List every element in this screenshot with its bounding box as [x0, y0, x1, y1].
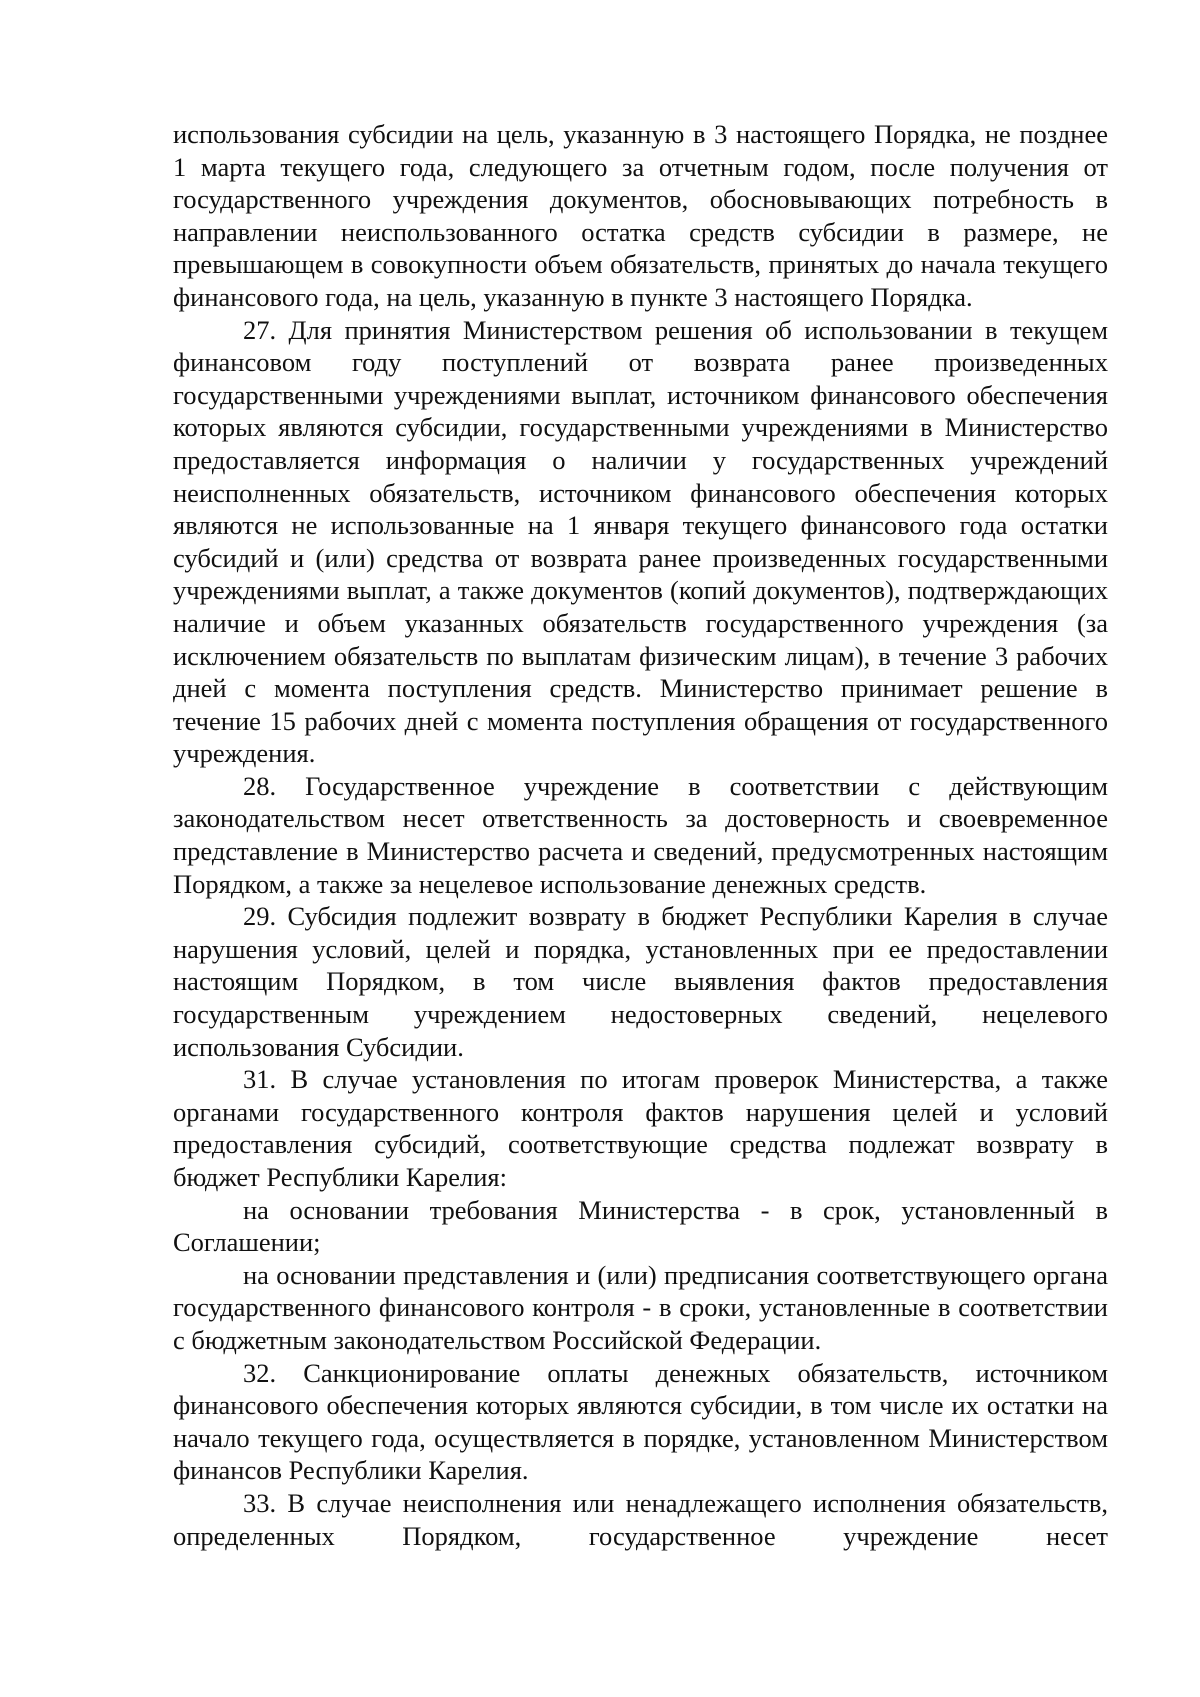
paragraph-31-item-prescription: на основании представления и (или) предписания соответствующего органа государственного финансового контроля - в сроки, установленные в соответствии с бюджетным законодательством Российской Федерации.: [173, 1259, 1108, 1355]
paragraph-31-item-requirement: на основании требования Министерства - в срок, установленный в Соглашении;: [173, 1194, 1108, 1258]
paragraph-27: 27. Для принятия Министерством решения об использовании в текущем финансовом году поступлений от возврата ранее произведенных государственными учреждениями выплат, источником финансового обеспечения которых являются субсидии, государственными учреждениями в Министерство предоставляется информация о наличии у государственных учреждений неисполненных обязательств, источником финансового обеспечения которых являются не использованные на 1 января текущего финансового года остатки субсидий и (или) средства от возврата ранее произведенных государственными учреждениями выплат, а также документов (копий документов), подтверждающих наличие и объем указанных обязательств государственного учреждения (за исключением обязательств по выплатам физическим лицам), в течение 3 рабочих дней с момента поступления средств. Министерство принимает решение в течение 15 рабочих дней с момента поступления обращения от государственного учреждения.: [173, 314, 1108, 769]
paragraph-29: 29. Субсидия подлежит возврату в бюджет Республики Карелия в случае нарушения условий, целей и порядка, установленных при ее предоставлении настоящим Порядком, в том числе выявления фактов предоставления государственным учреждением недостоверных сведений, нецелевого использования Субсидии.: [173, 901, 1108, 1062]
paragraph-continuation-26: использования субсидии на цель, указанную в 3 настоящего Порядка, не позднее 1 марта текущего года, следующего за отчетным годом, после получения от государственного учреждения документов, обосновывающих потребность в направлении неиспользованного остатка средств субсидии в размере, не превышающем в совокупности объем обязательств, принятых до начала текущего финансового года, на цель, указанную в пункте 3 настоящего Порядка.: [173, 119, 1108, 312]
paragraph-31: 31. В случае установления по итогам проверок Министерства, а также органами государственного контроля фактов нарушения целей и условий предоставления субсидий, соответствующие средства подлежат возврату в бюджет Республики Карелия:: [173, 1064, 1108, 1192]
paragraph-32: 32. Санкционирование оплаты денежных обязательств, источником финансового обеспечения которых являются субсидии, в том числе их остатки на начало текущего года, осуществляется в порядке, установленном Министерством финансов Республики Карелия.: [173, 1357, 1108, 1486]
paragraph-28: 28. Государственное учреждение в соответствии с действующим законодательством несет ответственность за достоверность и своевременное представление в Министерство расчета и сведений, предусмотренных настоящим Порядком, а также за нецелевое использование денежных средств.: [173, 770, 1108, 899]
document-body: [173, 118, 1108, 1552]
paragraph-33: 33. В случае неисполнения или ненадлежащего исполнения обязательств, определенных Порядком, государственное учреждение несет: [173, 1487, 1108, 1551]
